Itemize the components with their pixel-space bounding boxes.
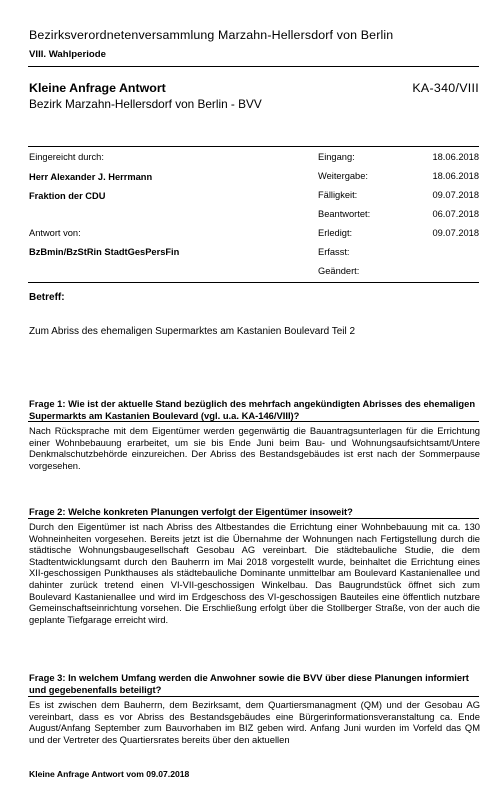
date-value-due: 09.07.2018 [432, 190, 479, 200]
question-3: Frage 3: In welchem Umfang werden die Anwohner sowie die BVV über diese Planungen informiert und gegebenenfalls beteiligt? [29, 672, 469, 695]
date-label-changed: Geändert: [318, 266, 360, 276]
date-label-completed: Erledigt: [318, 228, 353, 238]
question-1-rule [28, 421, 479, 422]
question-3-rule [28, 696, 479, 697]
answer-1: Nach Rücksprache mit dem Eigentümer werden gegenwärtig die Bauantragsunterlagen für die Errichtung einer Wohnbebauung erarbeitet, um sie bis Ende Juni beim Bau- und Wohnungsaufsichtsamt/Untere Denkmalschutzbehörde einzureichen. Der Abriss des Bestandsgebäudes ist erst nach der Sommerpause vorgesehen. [29, 425, 480, 471]
answer-3: Es ist zwischen dem Bauherrn, dem Bezirksamt, dem Quartiersmanagment (QM) und der Gesobau AG vereinbart, dass es vor Abriss des Bestandsgebäudes eine Bürgerinformationsveranstaltung ca. Ende August/Anfang September zum Bauvorhaben im BIZ geben wird. Anfang Juni wurden im Vorfeld das QM und der Vertreter des Quartiersrates bereits über den aktuellen [29, 699, 480, 745]
date-label-recorded: Erfasst: [318, 247, 350, 257]
question-2-rule [28, 518, 479, 519]
date-value-completed: 09.07.2018 [432, 228, 479, 238]
question-2: Frage 2: Welche konkreten Planungen verfolgt der Eigentümer insoweit? [29, 506, 353, 517]
faction: Fraktion der CDU [29, 191, 106, 201]
document-number: KA-340/VIII [412, 81, 479, 95]
header-rule [28, 66, 479, 67]
date-value-received: 18.06.2018 [432, 152, 479, 162]
footer-text: Kleine Anfrage Antwort vom 09.07.2018 [29, 769, 190, 779]
election-period: VIII. Wahlperiode [29, 49, 106, 60]
answer-by: BzBmin/BzStRin StadtGesPersFin [29, 247, 180, 257]
document-subtitle: Bezirk Marzahn-Hellersdorf von Berlin - BVV [29, 97, 262, 111]
date-label-due: Fälligkeit: [318, 190, 358, 200]
meta-bottom-rule [28, 282, 479, 283]
date-value-forwarded: 18.06.2018 [432, 171, 479, 181]
date-label-answered: Beantwortet: [318, 209, 371, 219]
submitted-by-label: Eingereicht durch: [29, 152, 104, 162]
organization-name: Bezirksverordnetenversammlung Marzahn-Hellersdorf von Berlin [29, 28, 394, 42]
submitter-name: Herr Alexander J. Herrmann [29, 172, 153, 182]
question-1: Frage 1: Wie ist der aktuelle Stand bezüglich des mehrfach angekündigten Abrisses des ehemaligen Supermarkts am Kastanien Boulevard (vgl. u.a. KA-146/VIII)? [29, 398, 476, 421]
answer-2: Durch den Eigentümer ist nach Abriss des Altbestandes die Errichtung einer Wohnbebauung mit ca. 130 Wohneinheiten vorgesehen. Bereits jetzt ist die Übernahme der Wohnungen nach Fertigstellung durch die städtische Wohnungsbaugesellschaft Gesobau AG vereinbart. Die städtebauliche Studie, die dem Stadtentwicklungsamt durch den Bauherrn im Mai 2018 vorgestellt wurde, beinhaltet die Errichtung eines XII-geschossigen Punkthauses als städtebauliche Dominante unmittelbar am Boulevard Kastanienallee und dahinter zurück tretend einen VI-VII-geschossigen Winkelbau. Das Baugrundstück öffnet sich zum Boulevard Kastanienallee und wird im Erdgeschoss des VI-geschossigen Bauteiles eine öffentlich nutzbare Gemeinschaftseinrichtung vorsehen. Die Erschließung erfolgt über die Stollberger Straße, von der auch die geplante Tiefgarage erreicht wird. [29, 521, 480, 625]
date-label-received: Eingang: [318, 152, 355, 162]
answer-by-label: Antwort von: [29, 228, 81, 238]
date-value-answered: 06.07.2018 [432, 209, 479, 219]
document-title: Kleine Anfrage Antwort [29, 81, 166, 95]
subject-text: Zum Abriss des ehemaligen Supermarktes am Kastanien Boulevard Teil 2 [29, 326, 356, 337]
meta-top-rule [28, 146, 479, 147]
date-label-forwarded: Weitergabe: [318, 171, 368, 181]
subject-label: Betreff: [29, 292, 65, 303]
